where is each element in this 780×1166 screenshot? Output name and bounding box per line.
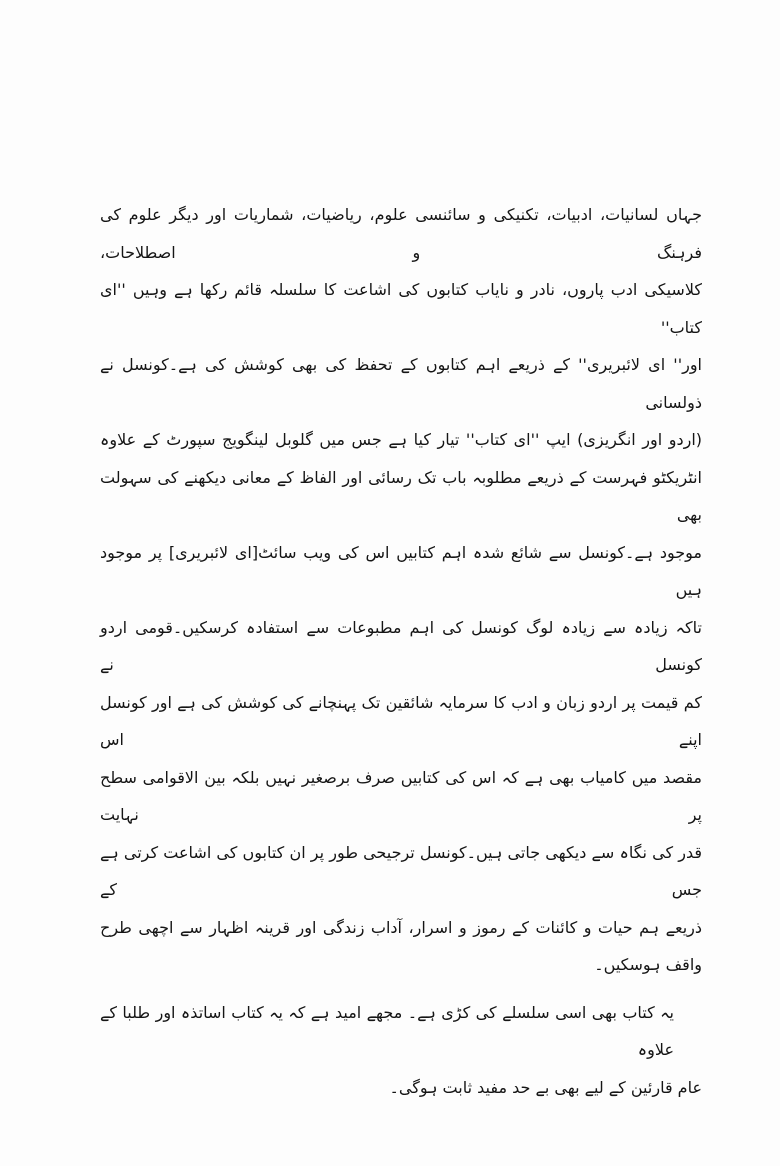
text-line: (اردو اور انگریزی) ایپ ''ای کتاب'' تیار کیا ہے جس میں گلوبل لینگویج سپورٹ کے علاوہ bbox=[100, 430, 702, 449]
text-line: عام قارئین کے لیے بھی بے حد مفید ثابت ہوگی۔ bbox=[389, 1077, 702, 1097]
paragraph-2 bbox=[100, 994, 702, 1107]
text-line: یہ کتاب بھی اسی سلسلے کی کڑی ہے۔ مجھے امید ہے کہ یہ کتاب اساتذہ اور طلبا کے علاوہ bbox=[100, 1002, 674, 1059]
text-line: واقف ہوسکیں۔ bbox=[594, 955, 702, 974]
text-line: جہاں لسانیات، ادبیات، تکنیکی و سائنسی علوم، ریاضیات، شماریات اور دیگر علوم کی فرہنگ و اصطلاحات، bbox=[100, 205, 702, 262]
text-line: قدر کی نگاہ سے دیکھی جاتی ہیں۔کونسل ترجیحی طور پر ان کتابوں کی اشاعت کرتی ہے جس کے bbox=[100, 842, 702, 899]
text-line: انٹریکٹو فہرست کے ذریعے مطلوبہ باب تک رسائی اور الفاظ کے معانی دیکھنے کی سہولت بھی bbox=[100, 467, 702, 524]
body-text bbox=[100, 196, 702, 1106]
text-line: موجود ہے۔کونسل سے شائع شدہ اہم کتابیں اس کی ویب سائٹ[ای لائبریری] پر موجود ہیں bbox=[100, 542, 702, 599]
text-line: کلاسیکی ادب پاروں، نادر و نایاب کتابوں کی اشاعت کا سلسلہ قائم رکھا ہے وہیں ''ای کتاب'' bbox=[100, 280, 702, 337]
text-line: ذریعے ہم حیات و کائنات کے رموز و اسرار، آداب زندگی اور قرینہ اظہار سے اچھی طرح bbox=[100, 917, 702, 937]
paragraph-gap bbox=[100, 984, 702, 994]
text-line: مقصد میں کامیاب بھی ہے کہ اس کی کتابیں صرف برصغیر نہیں بلکہ بین الاقوامی سطح پر نہایت bbox=[100, 767, 702, 824]
text-line: اور'' ای لائبریری'' کے ذریعے اہم کتابوں کے تحفظ کی بھی کوشش کی ہے۔کونسل نے ذولسانی bbox=[100, 355, 702, 412]
paragraph-1 bbox=[100, 196, 702, 984]
text-line: تاکہ زیادہ سے زیادہ لوگ کونسل کی اہم مطبوعات سے استفادہ کرسکیں۔قومی اردو کونسل نے bbox=[100, 617, 702, 674]
text-line: کم قیمت پر اردو زبان و ادب کا سرمایہ شائقین تک پہنچانے کی کوشش کی ہے اور کونسل اپنے اس bbox=[100, 692, 702, 749]
